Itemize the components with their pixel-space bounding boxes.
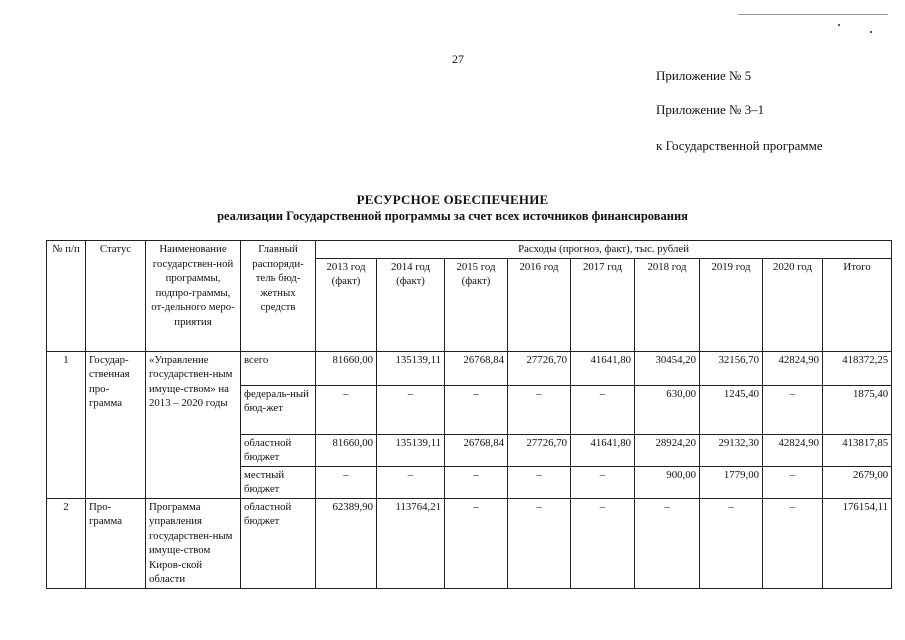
- table-cell: 81660,00: [316, 351, 377, 385]
- source-label: всего: [241, 351, 316, 385]
- header-year: 2014 год (факт): [377, 258, 445, 351]
- resource-table: [46, 240, 892, 589]
- row-name: Программа управления государствен-ным имуще-ством Киров-ской области: [146, 498, 241, 588]
- table-header-row: [47, 241, 892, 259]
- table-cell: –: [508, 498, 571, 588]
- header-total: Итого: [823, 258, 892, 351]
- row-status: Про-грамма: [86, 498, 146, 588]
- table-cell: 32156,70: [700, 351, 763, 385]
- table-cell: 42824,90: [763, 351, 823, 385]
- table-cell: 900,00: [635, 466, 700, 498]
- table-cell: –: [377, 385, 445, 434]
- table-cell: 41641,80: [571, 351, 635, 385]
- table-cell: –: [445, 498, 508, 588]
- table-row: [47, 351, 892, 385]
- scan-artifact-dot: [870, 31, 872, 33]
- table-cell: 135139,11: [377, 434, 445, 466]
- header-year: 2013 год (факт): [316, 258, 377, 351]
- table-cell: 1245,40: [700, 385, 763, 434]
- header-year: 2019 год: [700, 258, 763, 351]
- table-cell: –: [508, 466, 571, 498]
- document-title-block: [0, 192, 905, 224]
- table-cell: 26768,84: [445, 351, 508, 385]
- table-row: [47, 498, 892, 588]
- table-cell: –: [763, 498, 823, 588]
- header-num: № п/п: [47, 241, 86, 352]
- row-num: 2: [47, 498, 86, 588]
- document-subtitle: реализации Государственной программы за счет всех источников финансирования: [217, 209, 688, 223]
- table-cell: 113764,21: [377, 498, 445, 588]
- table-cell: –: [445, 466, 508, 498]
- header-status: Статус: [86, 241, 146, 352]
- table-cell: –: [571, 498, 635, 588]
- appendix-line-1: Приложение № 5: [656, 68, 752, 83]
- header-admin: Главный распоряди-тель бюд-жетных средств: [241, 241, 316, 352]
- header-year: 2016 год: [508, 258, 571, 351]
- appendix-line-3: к Государственной программе: [656, 138, 823, 153]
- table-cell: –: [508, 385, 571, 434]
- row-status: Государ-ственная про-грамма: [86, 351, 146, 498]
- table-cell: 62389,90: [316, 498, 377, 588]
- table-cell: 2679,00: [823, 466, 892, 498]
- scan-artifact-line: [738, 14, 888, 15]
- header-year: 2017 год: [571, 258, 635, 351]
- table-cell: –: [316, 466, 377, 498]
- header-year: 2015 год (факт): [445, 258, 508, 351]
- table-cell: –: [316, 385, 377, 434]
- source-label: федераль-ный бюд-жет: [241, 385, 316, 434]
- source-label: областной бюджет: [241, 498, 316, 588]
- table-cell: 630,00: [635, 385, 700, 434]
- row-num: 1: [47, 351, 86, 498]
- table-cell: 30454,20: [635, 351, 700, 385]
- header-year: 2018 год: [635, 258, 700, 351]
- source-label: областной бюджет: [241, 434, 316, 466]
- table-cell: –: [445, 385, 508, 434]
- table-cell: 418372,25: [823, 351, 892, 385]
- row-name: «Управление государствен-ным имуще-ством» на 2013 – 2020 годы: [146, 351, 241, 498]
- source-label: местный бюджет: [241, 466, 316, 498]
- table-cell: 26768,84: [445, 434, 508, 466]
- table-cell: 81660,00: [316, 434, 377, 466]
- appendix-line-2: Приложение № 3–1: [656, 102, 765, 117]
- table-cell: –: [763, 466, 823, 498]
- table-cell: –: [700, 498, 763, 588]
- scan-artifact-dot: [838, 24, 840, 26]
- table-cell: –: [571, 466, 635, 498]
- header-name: Наименование государствен-ной программы, подпро-граммы, от-дельного меро-приятия: [146, 241, 241, 352]
- table-cell: 1875,40: [823, 385, 892, 434]
- table-cell: 42824,90: [763, 434, 823, 466]
- table-cell: –: [763, 385, 823, 434]
- header-expenses: Расходы (прогноз, факт), тыс. рублей: [316, 241, 892, 259]
- table-cell: 41641,80: [571, 434, 635, 466]
- document-title: РЕСУРСНОЕ ОБЕСПЕЧЕНИЕ: [356, 192, 549, 207]
- table-cell: 27726,70: [508, 351, 571, 385]
- table-cell: 1779,00: [700, 466, 763, 498]
- table-cell: 413817,85: [823, 434, 892, 466]
- header-year: 2020 год: [763, 258, 823, 351]
- table-cell: 135139,11: [377, 351, 445, 385]
- table-cell: 28924,20: [635, 434, 700, 466]
- table-cell: 27726,70: [508, 434, 571, 466]
- page-number: 27: [452, 52, 464, 66]
- table-cell: –: [571, 385, 635, 434]
- table-cell: –: [635, 498, 700, 588]
- table-cell: –: [377, 466, 445, 498]
- table-cell: 176154,11: [823, 498, 892, 588]
- table-cell: 29132,30: [700, 434, 763, 466]
